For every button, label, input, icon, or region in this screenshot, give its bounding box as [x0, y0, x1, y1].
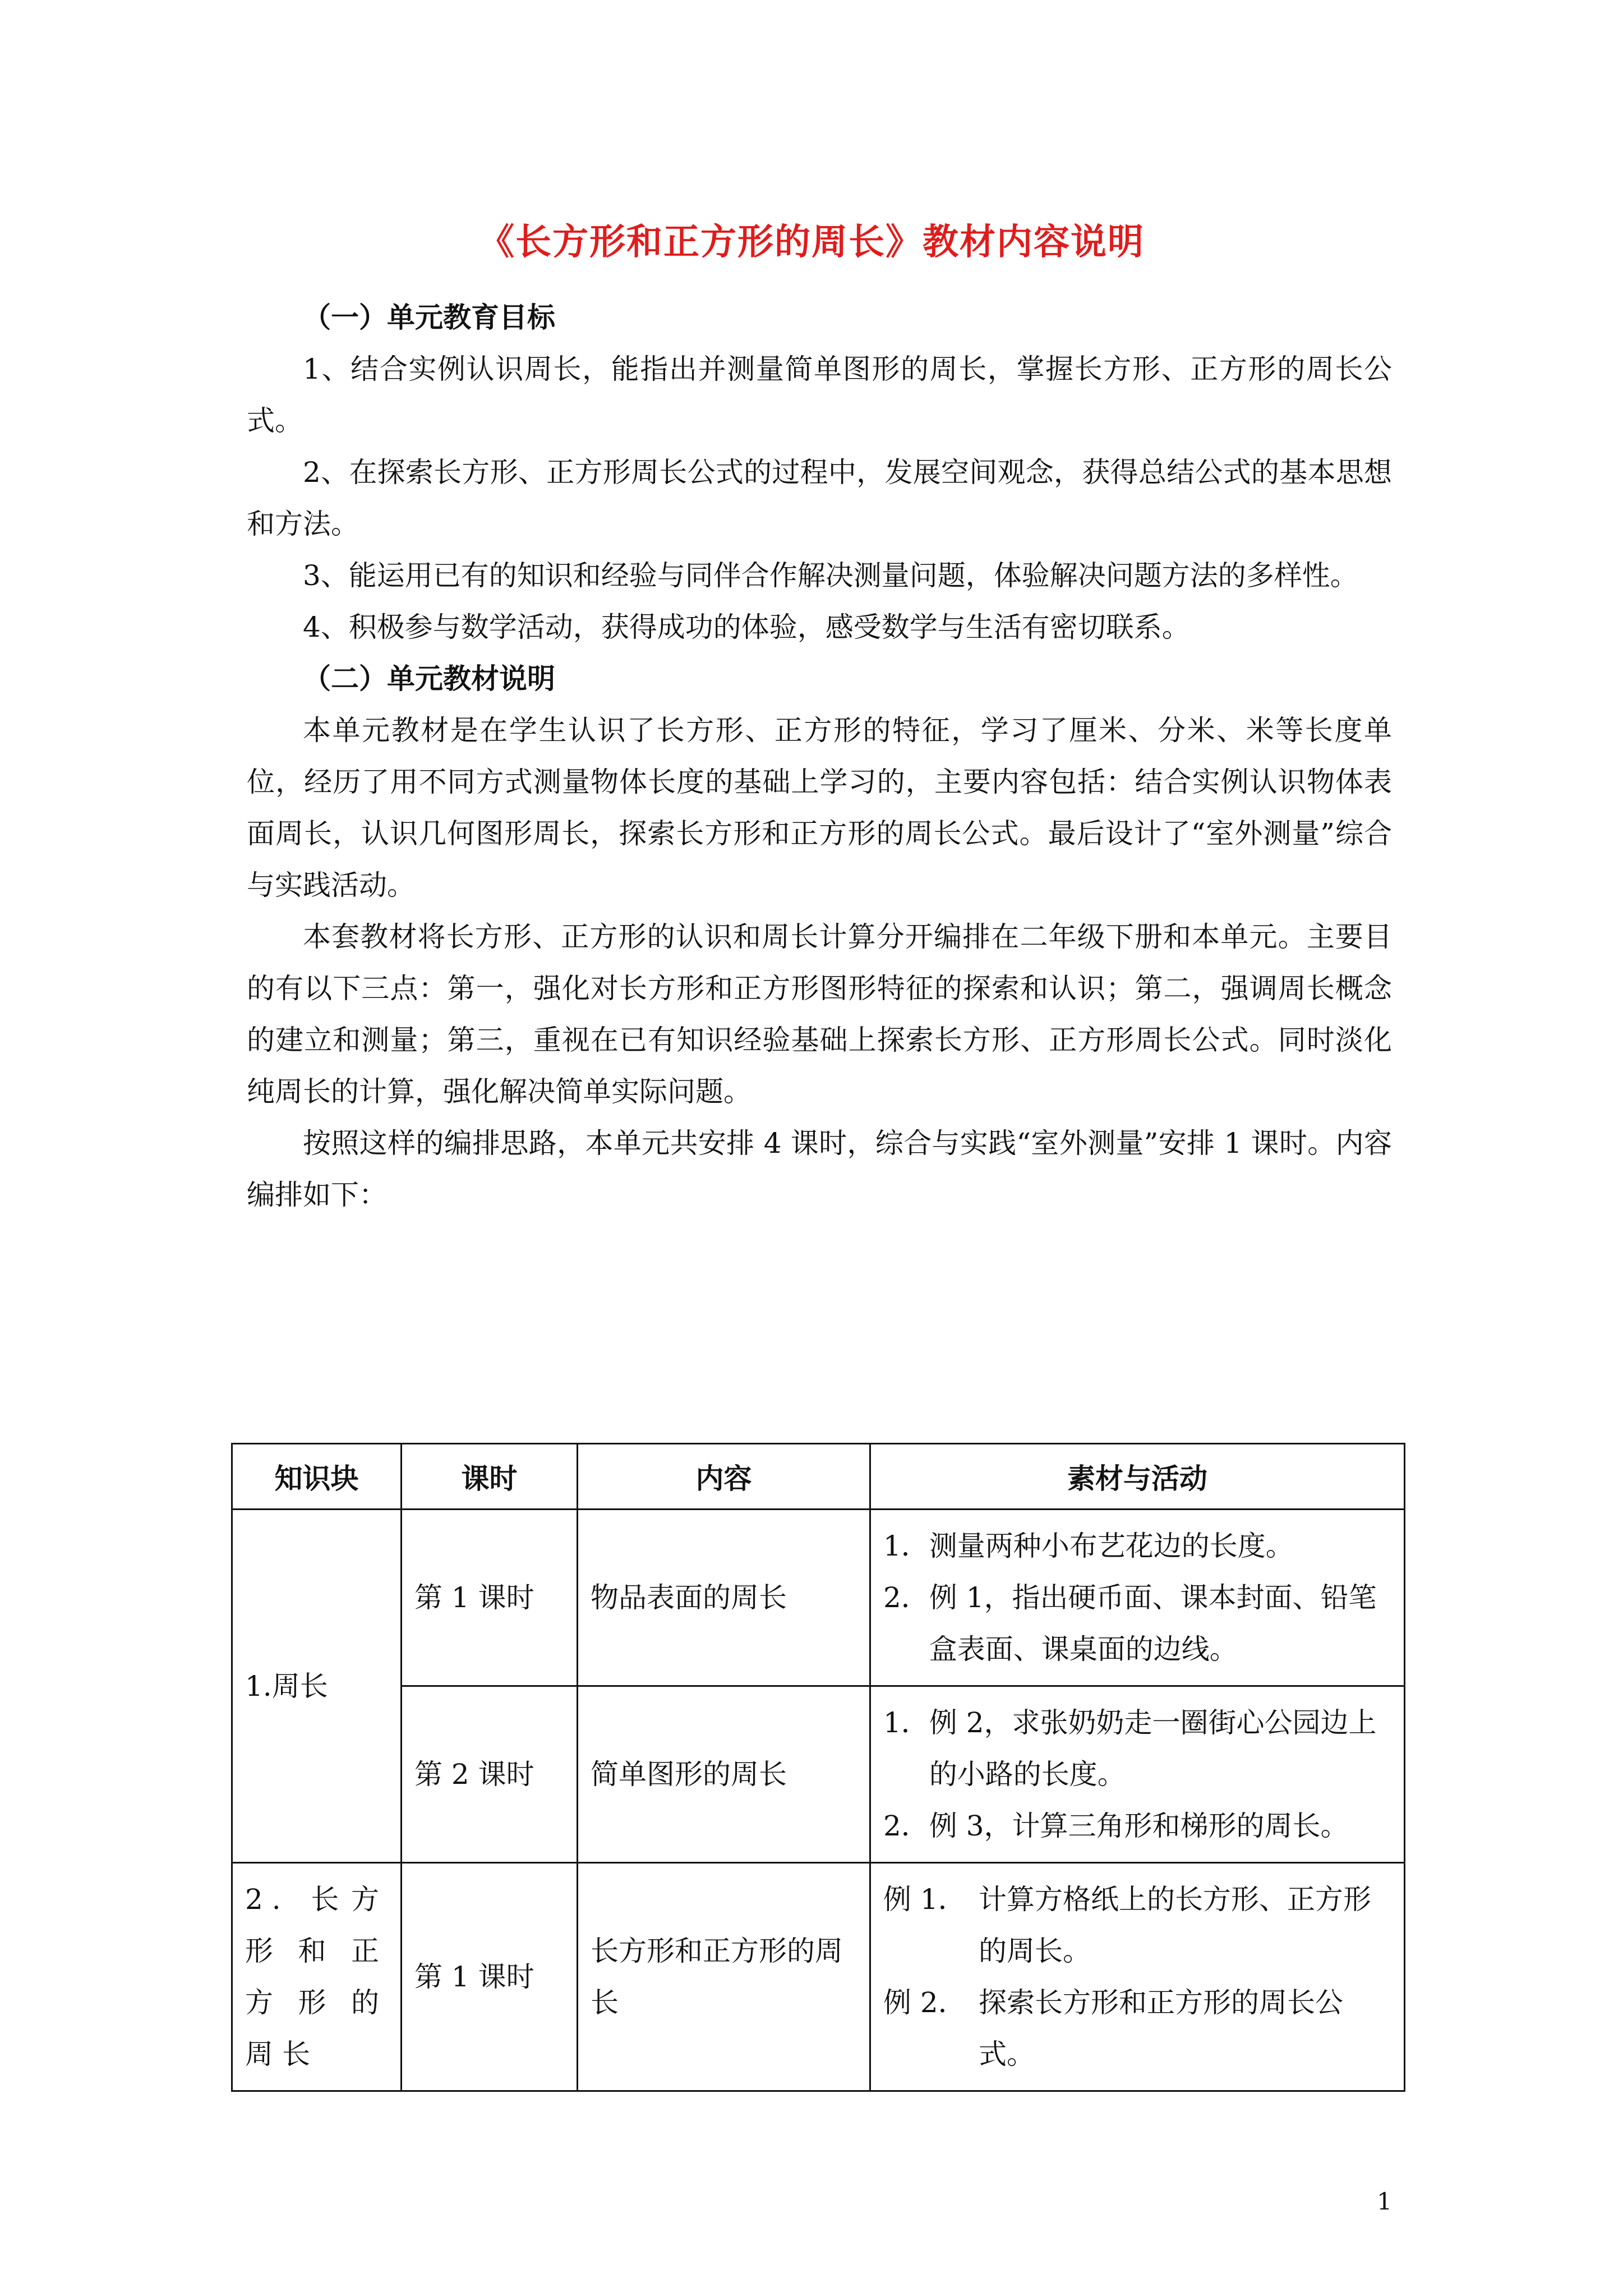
materials-cell	[870, 1686, 1405, 1863]
table-row	[232, 1863, 1405, 2091]
section-heading-goals: （一）单元教育目标	[303, 301, 555, 334]
list-item: 例 1． 计算方格纸上的长方形、正方形的周长。	[883, 1883, 1371, 1967]
goal-item-3: 3、能运用已有的知识和经验与同伴合作解决测量问题，体验解决问题方法的多样性。	[303, 559, 1358, 592]
materials-cell	[870, 1510, 1405, 1686]
goal-item-1: 1、结合实例认识周长，能指出并测量简单图形的周长，掌握长方形、正方形的周长公式。	[247, 353, 1392, 437]
list-item: 2． 例 1，指出硬币面、课本封面、铅笔盒表面、课桌面的边线。	[883, 1581, 1377, 1665]
document-body	[247, 292, 1392, 1221]
list-item: 2． 例 3，计算三角形和梯形的周长。	[883, 1810, 1349, 1842]
document-title: 《长方形和正方形的周长》教材内容说明	[478, 221, 1145, 263]
list-item: 1． 测量两种小布艺花边的长度。	[883, 1530, 1294, 1562]
goal-item-2: 2、在探索长方形、正方形周长公式的过程中，发展空间观念，获得总结公式的基本思想和方法。	[247, 456, 1392, 540]
materials-paragraph-3: 按照这样的编排思路，本单元共安排 4 课时，综合与实践“室外测量”安排 1 课时。内容编排如下：	[247, 1127, 1392, 1211]
table-header-row	[232, 1444, 1405, 1510]
materials-paragraph-1: 本单元教材是在学生认识了长方形、正方形的特征，学习了厘米、分米、米等长度单位，经历了用不同方式测量物体长度的基础上学习的，主要内容包括：结合实例认识物体表面周长，认识几何图形周长，探索长方形和正方形的周长公式。最后设计了“室外测量”综合与实践活动。	[247, 714, 1392, 901]
materials-cell	[870, 1863, 1405, 2091]
table-row	[232, 1686, 1405, 1863]
page-number: 1	[1377, 2188, 1392, 2215]
lesson-cell: 第 1 课时	[402, 1510, 578, 1686]
knowledge-block-perimeter: 1.周长	[232, 1510, 402, 1863]
section-heading-materials: （二）单元教材说明	[303, 662, 555, 695]
content-cell: 简单图形的周长	[578, 1686, 870, 1863]
header-knowledge-block: 知识块	[232, 1444, 402, 1510]
content-cell: 物品表面的周长	[578, 1510, 870, 1686]
lesson-cell: 第 1 课时	[402, 1863, 578, 2091]
header-materials: 素材与活动	[870, 1444, 1405, 1510]
header-lesson: 课时	[402, 1444, 578, 1510]
goal-item-4: 4、积极参与数学活动，获得成功的体验，感受数学与生活有密切联系。	[303, 611, 1190, 643]
lesson-cell: 第 2 课时	[402, 1686, 578, 1863]
lesson-plan-table	[231, 1443, 1405, 2092]
content-cell: 长方形和正方形的周长	[578, 1863, 870, 2091]
list-item: 例 2． 探索长方形和正方形的周长公式。	[883, 1986, 1343, 2070]
header-content: 内容	[578, 1444, 870, 1510]
table-row	[232, 1510, 1405, 1686]
knowledge-block-rectangle-square: 2. 长方形和正方形的周长	[232, 1863, 402, 2091]
list-item: 1． 例 2，求张奶奶走一圈街心公园边上的小路的长度。	[883, 1706, 1377, 1791]
materials-paragraph-2: 本套教材将长方形、正方形的认识和周长计算分开编排在二年级下册和本单元。主要目的有以下三点：第一，强化对长方形和正方形图形特征的探索和认识；第二，强调周长概念的建立和测量；第三，重视在已有知识经验基础上探索长方形、正方形周长公式。同时淡化纯周长的计算，强化解决简单实际问题。	[247, 921, 1392, 1108]
